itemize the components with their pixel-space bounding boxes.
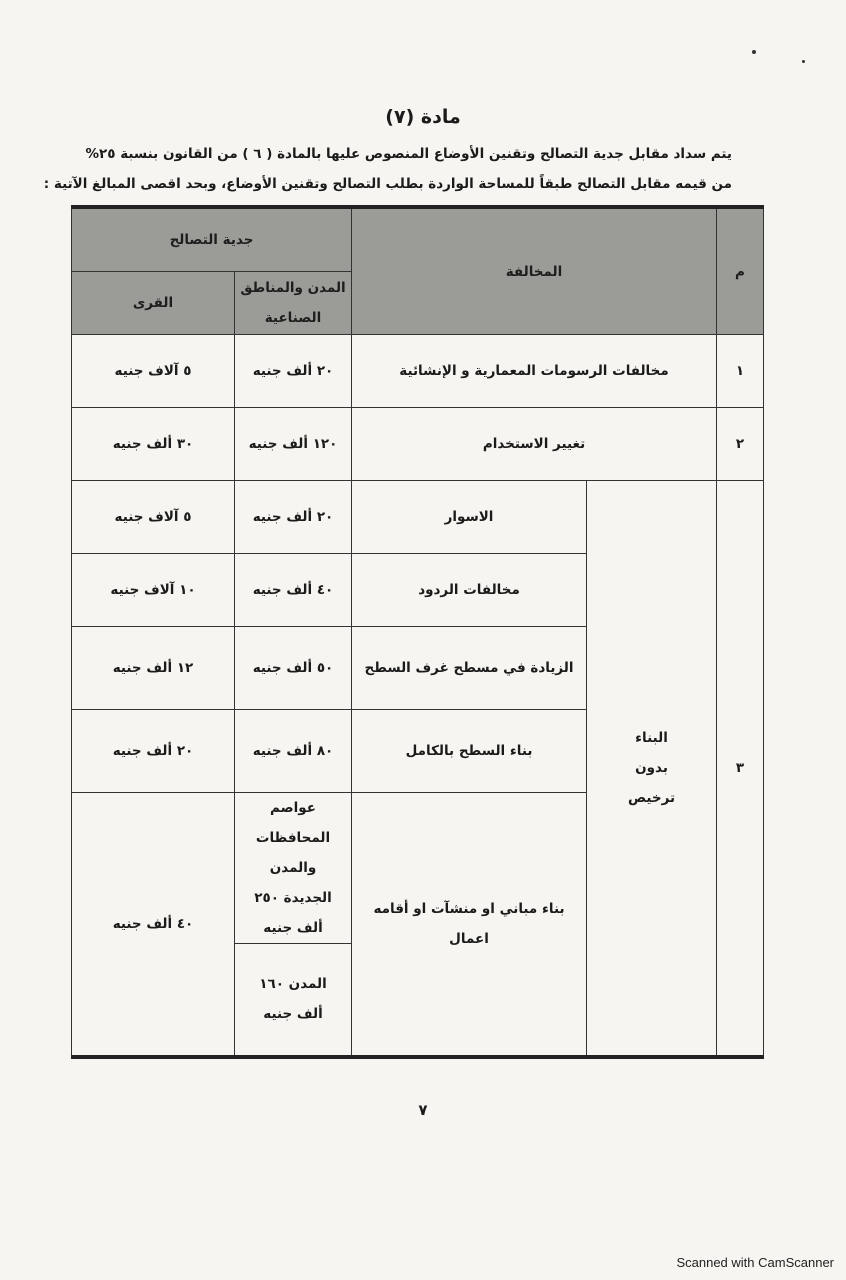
header-seriousness: جدية التصالح: [72, 207, 352, 272]
header-violation: المخالفة: [352, 207, 717, 335]
intro-line-2: من قيمه مقابل التصالح طبقاً للمساحة الواردة بطلب التصالح وتقنين الأوضاع، وبحد اقصى المبالغ الآتية :: [43, 176, 732, 192]
fees-table: [71, 205, 764, 1059]
header-num: م: [717, 207, 764, 335]
scan-speck: [802, 60, 805, 63]
scanner-watermark: Scanned with CamScanner: [676, 1255, 834, 1270]
violation-cell: بناء مباني او منشآت او أقامه اعمال: [352, 793, 587, 1057]
table-row: [72, 335, 764, 408]
violation-cell: بناء السطح بالكامل: [352, 710, 587, 793]
violation-cell: مخالفات الردود: [352, 554, 587, 627]
violation-cell: الزيادة في مسطح غرف السطح: [352, 627, 587, 710]
scan-speck: [752, 50, 756, 54]
villages-amount: ٣٠ ألف جنيه: [72, 408, 235, 481]
cities-amount: ٤٠ ألف جنيه: [235, 554, 352, 627]
cities-amount: ٨٠ ألف جنيه: [235, 710, 352, 793]
row-number: ٣: [717, 481, 764, 1057]
cities-only-amount: المدن ١٦٠ ألف جنيه: [235, 944, 352, 1057]
header-villages: القرى: [72, 272, 235, 335]
cities-amount: ١٢٠ ألف جنيه: [235, 408, 352, 481]
cities-amount: ٥٠ ألف جنيه: [235, 627, 352, 710]
villages-amount: ٢٠ ألف جنيه: [72, 710, 235, 793]
table-row: [72, 408, 764, 481]
cities-amount: ٢٠ ألف جنيه: [235, 481, 352, 554]
villages-amount: ١٠ آلاف جنيه: [72, 554, 235, 627]
violation-cell: الاسوار: [352, 481, 587, 554]
page-number: ٧: [418, 1101, 428, 1119]
row-number: ١: [717, 335, 764, 408]
header-cities: المدن والمناطق الصناعية: [235, 272, 352, 335]
villages-amount: ١٢ ألف جنيه: [72, 627, 235, 710]
capitals-amount: عواصم المحافظات والمدن الجديدة ٢٥٠ ألف جنيه: [235, 793, 352, 944]
violation-cell: مخالفات الرسومات المعمارية و الإنشائية: [352, 335, 717, 408]
villages-amount: ٥ آلاف جنيه: [72, 335, 235, 408]
intro-line-1: يتم سداد مقابل جدية التصالح وتقنين الأوضاع المنصوص عليها بالمادة ( ٦ ) من القانون بنسبة ٢٥%: [85, 146, 732, 162]
villages-amount: ٥ آلاف جنيه: [72, 481, 235, 554]
violation-cell: تغيير الاستخدام: [352, 408, 717, 481]
villages-amount: ٤٠ ألف جنيه: [72, 793, 235, 1057]
cities-amount: ٢٠ ألف جنيه: [235, 335, 352, 408]
table-row: [72, 481, 764, 554]
article-title: مادة (٧): [385, 106, 461, 128]
group-label: البناء بدون ترخيص: [587, 481, 717, 1057]
row-number: ٢: [717, 408, 764, 481]
